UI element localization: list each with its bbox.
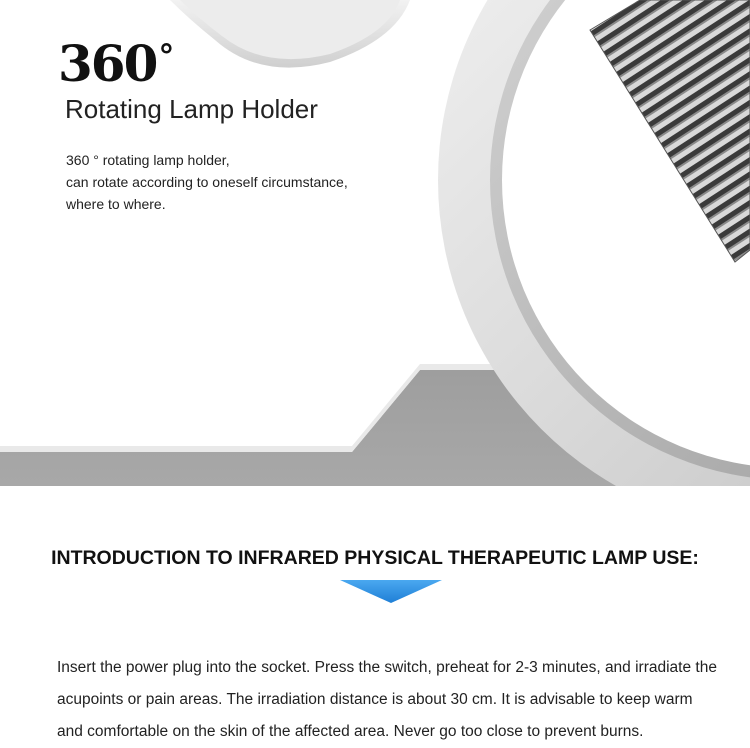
section-heading: INTRODUCTION TO INFRARED PHYSICAL THERAPEUTIC LAMP USE:: [51, 547, 699, 569]
feature-description: [66, 149, 348, 215]
chevron-down-icon: [340, 580, 442, 604]
description-line: can rotate according to oneself circumstance,: [66, 174, 348, 190]
degree-symbol: °: [158, 37, 175, 75]
usage-instructions: Insert the power plug into the socket. Press the switch, preheat for 2-3 minutes, and irradiate the acupoints or pain areas. The irradiation distance is about 30 cm. It is advisable to keep warm and comfortable on the skin of the affected area. Never go too close to prevent burns.: [57, 659, 717, 740]
usage-introduction: [0, 486, 750, 740]
degree-number: 360: [58, 34, 157, 93]
feature-subtitle: Rotating Lamp Holder: [65, 94, 318, 124]
rotation-degree-title: [58, 36, 174, 92]
description-line: 360 ° rotating lamp holder,: [66, 152, 230, 168]
description-line: where to where.: [66, 196, 166, 212]
